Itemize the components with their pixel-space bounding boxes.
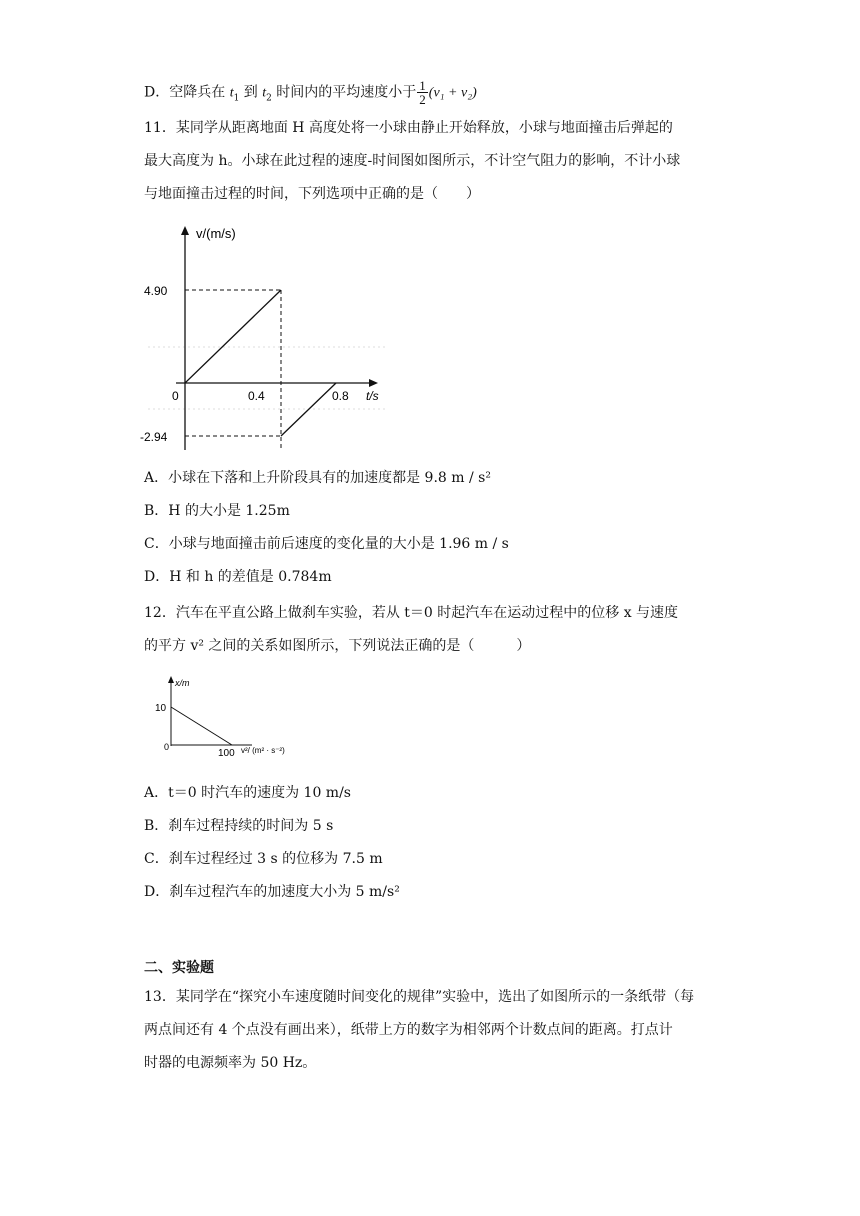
y-tick: 10	[155, 703, 167, 714]
origin-label: 0	[164, 742, 170, 752]
falling-line	[185, 290, 281, 383]
x-tick: 100	[218, 748, 235, 759]
velocity-sum-expression: (v₁ + v₂)	[428, 85, 477, 101]
fraction-numerator: 1	[419, 78, 426, 93]
origin-label: 0	[172, 389, 179, 403]
y-tick-lower: -2.94	[140, 430, 168, 444]
x-v2-line	[171, 707, 232, 745]
q11-stem-line-2: 最大高度为 h。小球在此过程的速度-时间图如图所示，不计空气阻力的影响，不计小球	[144, 153, 681, 169]
q11-option-b: B．H 的大小是 1.25m	[144, 503, 290, 519]
x-tick-1: 0.4	[248, 389, 265, 403]
q11-option-a: A．小球在下落和上升阶段具有的加速度都是 9.8 m / s²	[144, 470, 491, 486]
q11-vt-graph	[140, 222, 390, 452]
q12-x-v2-graph	[150, 672, 320, 768]
q10-option-d	[144, 79, 477, 106]
q12-option-d: D．刹车过程汽车的加速度大小为 5 m/s²	[144, 884, 400, 900]
q10-option-d-mid1: 到	[239, 84, 263, 101]
q13-stem-line-3: 时器的电源频率为 50 Hz。	[144, 1055, 317, 1071]
q12-option-a: A．t＝0 时汽车的速度为 10 m/s	[144, 785, 351, 801]
q11-option-c: C．小球与地面撞击前后速度的变化量的大小是 1.96 m / s	[144, 536, 509, 552]
half-fraction	[417, 79, 428, 106]
y-axis-label: x/m	[175, 678, 190, 688]
x-tick-2: 0.8	[332, 389, 349, 403]
y-tick-upper: 4.90	[144, 284, 168, 298]
q12-option-b: B．刹车过程持续的时间为 5 s	[144, 818, 334, 834]
y-axis-label: v/(m/s)	[196, 226, 236, 241]
t2-symbol: t	[262, 85, 267, 101]
y-axis-arrow	[168, 676, 174, 683]
t1-subscript: 1	[233, 93, 240, 104]
q12-stem-line-2: 的平方 v² 之间的关系如图所示，下列说法正确的是（ ）	[144, 638, 531, 654]
q10-option-d-mid2: 时间内的平均速度小于	[271, 84, 417, 101]
q11-stem-line-1: 11．某同学从距离地面 H 高度处将一小球由静止开始释放，小球与地面撞击后弹起的	[144, 120, 673, 136]
y-axis-arrow	[181, 226, 189, 235]
t2-subscript: 2	[266, 93, 272, 104]
t1-symbol: t	[229, 85, 234, 101]
q10-option-d-prefix: D．空降兵在	[144, 84, 230, 101]
x-axis-arrow	[369, 379, 378, 387]
q12-option-c: C．刹车过程经过 3 s 的位移为 7.5 m	[144, 851, 383, 867]
x-axis-label: v²/ (m² · s⁻²)	[241, 746, 285, 755]
graph-grid	[148, 347, 385, 409]
q11-stem-line-3: 与地面撞击过程的时间，下列选项中正确的是（ ）	[144, 186, 480, 202]
q11-option-d: D．H 和 h 的差值是 0.784m	[144, 569, 332, 585]
q12-stem-line-1: 12．汽车在平直公路上做刹车实验，若从 t＝0 时起汽车在运动过程中的位移 x 与速度	[144, 605, 679, 621]
q13-stem-line-2: 两点间还有 4 个点没有画出来），纸带上方的数字为相邻两个计数点间的距离。打点计	[144, 1022, 673, 1038]
fraction-denominator: 2	[419, 92, 426, 107]
section-heading-experiment: 二、实验题	[144, 960, 214, 976]
q13-stem-line-1: 13．某同学在“探究小车速度随时间变化的规律”实验中，选出了如图所示的一条纸带（每	[144, 989, 695, 1005]
x-axis-label: t/s	[366, 389, 379, 403]
